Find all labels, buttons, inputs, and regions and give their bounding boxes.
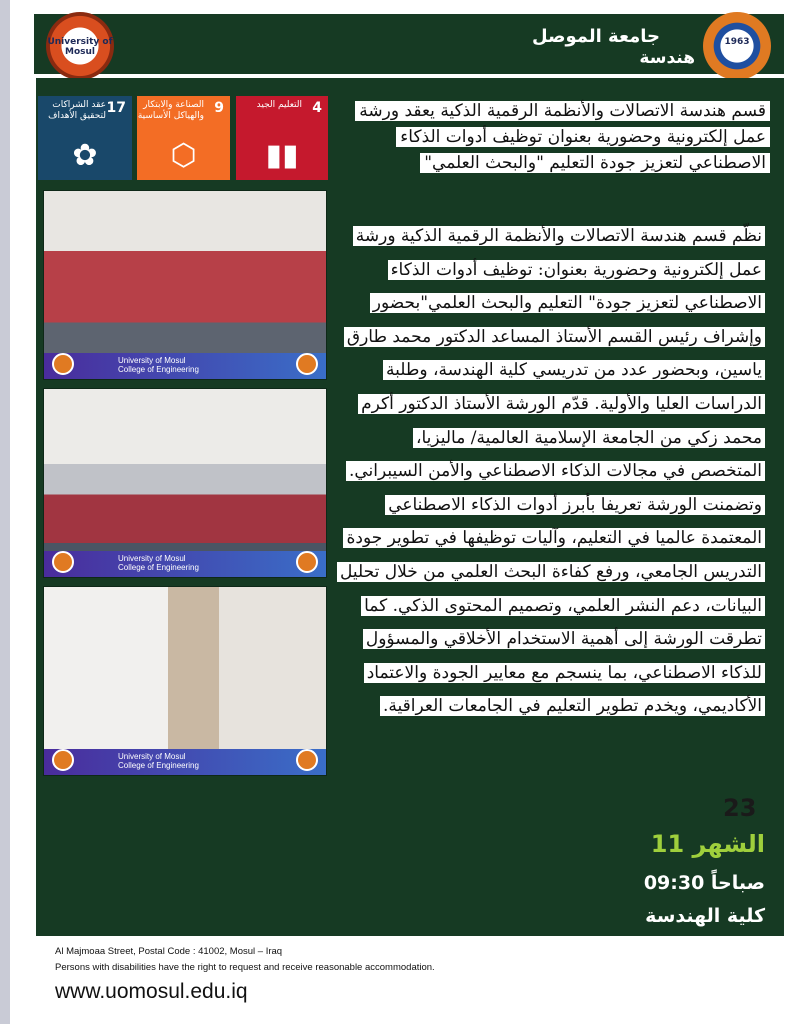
sdg-number: 9 [214,100,224,116]
badge-icon [52,353,74,375]
sdg-label: التعليم الجيد [256,100,302,110]
workshop-photo [43,388,327,578]
photo-banner [44,353,326,379]
badge-icon [52,749,74,771]
workshop-photo [43,190,327,380]
sdg-tile-4 [236,96,328,180]
event-time: صباحاً 09:30 [643,872,765,894]
photo-banner [44,749,326,775]
header-subtitle: هندسة [639,48,695,68]
workshop-photo [43,586,327,776]
sdg-number: 4 [312,100,322,116]
date-month: الشهر 11 [650,830,765,858]
photo-banner [44,551,326,577]
headline: قسم هندسة الاتصالات والأنظمة الرقمية الذكية يعقد ورشة عمل إلكترونية وحضورية بعنوان توظيف أدوات الذكاء الاصطناعي لتعزيز جودة التعليم "والبحث العلمي" [330,98,770,176]
badge-icon [296,551,318,573]
book-icon: ▮▮ [265,138,299,173]
college-logo: 1963 [703,12,771,80]
badge-icon [296,353,318,375]
event-place: كلية الهندسة [645,905,765,927]
university-logo: University of Mosul [46,12,114,80]
sdg-label: الصناعة والابتكار والهياكل الأساسية [137,100,204,121]
footer-address: Al Majmoaa Street, Postal Code : 41002, Mosul – Iraq [55,946,283,957]
photo-caption: University of Mosul College of Engineering [118,554,199,572]
footer-note: Persons with disabilities have the right to request and receive reasonable accommodation. [55,962,435,973]
badge-icon [52,551,74,573]
sdg-label: عقد الشراكات لتحقيق الأهداف [48,100,106,121]
cubes-icon: ⬡ [170,138,197,173]
footer-website-link[interactable]: www.uomosul.edu.iq [55,980,248,1003]
sdg-tile-17 [38,96,132,180]
header-title: جامعة الموصل [532,26,660,47]
article-body: نظّم قسم هندسة الاتصالات والأنظمة الرقمية الذكية ورشة عمل إلكترونية وحضورية بعنوان: توظيف أدوات الذكاء الاصطناعي لتعزيز جودة" التعليم والبحث العلمي"بحضور وإشراف رئيس القسم الأستاذ المساعد الدكتور محمد طارق ياسين، وبحضور عدد من تدريسي كلية الهندسة، وطلبة الدراسات العليا والأولية. قدّم الورشة الأستاذ الدكتور أكرم محمد زكي من الجامعة الإسلامية العالمية/ ماليزيا، المتخصص في مجالات الذكاء الاصطناعي والأمن السيبراني. وتضمنت الورشة تعريفا بأبرز أدوات الذكاء الاصطناعي المعتمدة عالميا في التعليم، وآليات توظيفها في تطوير جودة التدريس الجامعي، ورفع كفاءة البحث العلمي من خلال تحليل البيانات، دعم النشر العلمي، وتصميم المحتوى الذكي. كما تطرقت الورشة إلى أهمية الاستخدام الأخلاقي والمسؤول للذكاء الاصطناعي، بما ينسجم مع معايير الجودة والاعتماد الأكاديمي، ويخدم تطوير التعليم في الجامعات العراقية. [340,220,765,724]
window-edge [0,0,10,1024]
photo-caption: University of Mosul College of Engineering [118,752,199,770]
badge-icon [296,749,318,771]
sdg-tile-9 [137,96,230,180]
flower-icon: ✿ [72,138,98,173]
sdg-number: 17 [106,100,126,116]
date-day: 23 [723,794,757,822]
photo-caption: University of Mosul College of Engineering [118,356,199,374]
